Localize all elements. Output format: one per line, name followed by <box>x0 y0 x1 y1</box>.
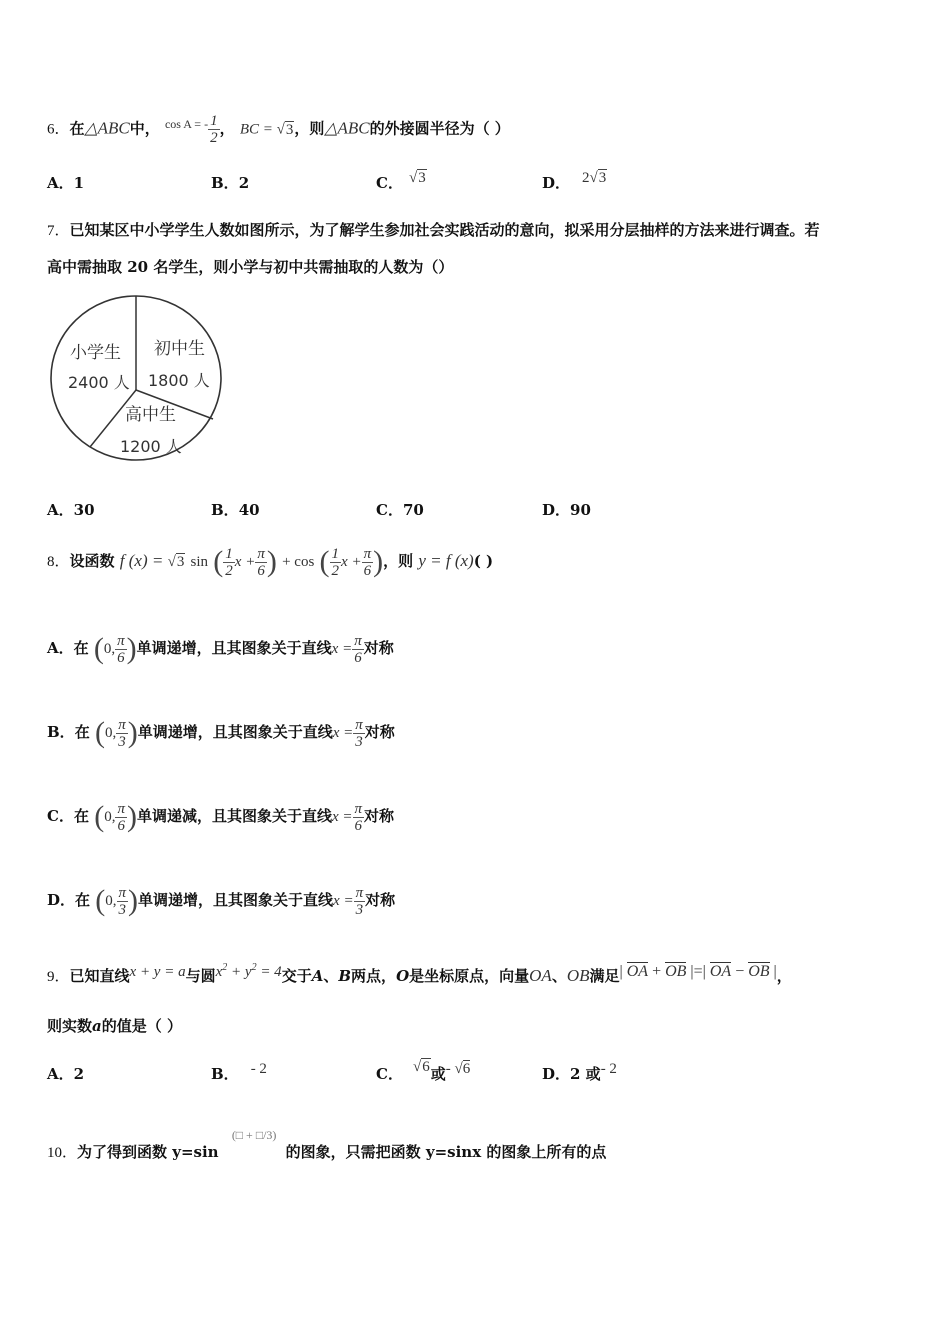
slice-label-middle: 初中生 <box>154 339 205 359</box>
fraction-pi-over-6: $\frac{\pi}{6}$ <box>363 545 372 579</box>
circle-equation: $x^2 + y^2 = 4$ <box>215 962 282 980</box>
line-equation: x + y = a <box>129 964 186 980</box>
question-6: 6．在△ABC中， $^{cos A = -}$ $\frac{1}{2}$ ， BC = √3，则△ABC的外接圆半径为（ ） <box>47 113 510 146</box>
question-9-line-2: 则实数a的值是（ ） <box>47 1017 182 1035</box>
fraction-one-half: $\frac{1}{2}$ <box>210 113 218 146</box>
q7-option-b[interactable]: B．40 <box>211 501 260 519</box>
q6-option-c[interactable]: C． √3 <box>376 170 426 192</box>
slice-count-middle: 1800 人 <box>148 371 210 390</box>
question-number: 6． <box>47 121 70 138</box>
fraction-one-half: $\frac{1}{2}$ <box>331 545 340 579</box>
q9-option-a[interactable]: A．2 <box>47 1065 85 1083</box>
sqrt-3: √3 <box>276 121 294 138</box>
question-number: 7． <box>47 223 70 239</box>
y-equals-f-of-x: y = f (x) <box>418 551 474 570</box>
q7-option-d[interactable]: D．90 <box>542 501 591 519</box>
q9-option-b[interactable]: B． - 2 <box>211 1061 267 1083</box>
question-7-line-1: 7．已知某区中小学学生人数如图所示，为了解学生参加社会实践活动的意向，拟采用分层抽样的方法来进行调查。若 <box>47 221 820 239</box>
broken-formula-image: (□ + □/3) <box>231 1128 277 1142</box>
q6-option-d[interactable]: D． 2√3 <box>542 170 607 192</box>
vector-oa: OA <box>529 966 552 985</box>
question-8: 8．设函数 f (x) = √3 sin ( $\frac{1}{2}$ x + $\frac{\pi}{6}$ ) + cos ( $\frac{1}{2}$ x + $\frac{\pi}{6}$ )，则 y = f (x)( ) <box>47 545 494 579</box>
slice-count-primary: 2400 人 <box>68 373 130 392</box>
slice-label-high: 高中生 <box>125 405 176 425</box>
q6-option-b[interactable]: B．2 <box>211 174 250 192</box>
q8-option-a[interactable]: A．在 (0, $\frac{\pi}{6}$ )单调递增，且其图象关于直线x = $\frac{\pi}{6}$ 对称 <box>47 632 394 666</box>
q8-option-c[interactable]: C．在 (0, $\frac{\pi}{6}$ )单调递减，且其图象关于直线x = $\frac{\pi}{6}$ 对称 <box>47 800 395 834</box>
two-sqrt-3: 2√3 <box>582 170 607 186</box>
vector-condition: | OA + OB |=| OA − OB | <box>619 963 777 980</box>
bc-expr: BC = <box>239 121 277 138</box>
question-number: 8． <box>47 554 70 570</box>
q7-option-a[interactable]: A．30 <box>47 501 95 519</box>
q7-option-c[interactable]: C．70 <box>376 501 424 519</box>
question-10: 10．为了得到函数 y=sin $^{(□ + □/3)}$ 的图象，只需把函数 y=sinx 的图象上所有的点 <box>47 1128 607 1161</box>
q9-option-d[interactable]: D．2 或- 2 <box>542 1061 617 1083</box>
slice-count-high: 1200 人 <box>120 437 182 456</box>
q6-option-a[interactable]: A．1 <box>47 174 85 192</box>
q8-option-b[interactable]: B．在 (0, $\frac{\pi}{3}$ )单调递增，且其图象关于直线x = $\frac{\pi}{3}$ 对称 <box>47 716 395 750</box>
cos-a-expr: cos A = - <box>164 116 209 131</box>
question-7-line-2: 高中需抽取 20 名学生，则小学与初中共需抽取的人数为（） <box>47 258 454 276</box>
function-f-of-x: f (x) = <box>119 551 168 570</box>
question-number: 9． <box>47 969 70 985</box>
sqrt-3: √3 <box>408 170 426 186</box>
question-9: 9．已知直线x + y = a与圆$x^2 + y^2 = 4$交于A、B两点，O是坐标原点，向量OA、OB满足| OA + OB |=| OA − OB |， <box>47 962 792 985</box>
triangle-abc: △ABC <box>84 118 130 138</box>
slice-label-primary: 小学生 <box>70 343 121 363</box>
q8-option-d[interactable]: D．在 (0, $\frac{\pi}{3}$ )单调递增，且其图象关于直线x = $\frac{\pi}{3}$ 对称 <box>47 884 396 918</box>
fraction-pi-over-6: $\frac{\pi}{6}$ <box>257 545 265 579</box>
vector-ob: OB <box>566 966 590 985</box>
fraction-one-half: $\frac{1}{2}$ <box>225 545 233 579</box>
student-pie-chart <box>48 292 228 464</box>
q9-option-c[interactable]: C． √6或- √6 <box>376 1059 471 1083</box>
question-number: 10． <box>47 1145 78 1161</box>
